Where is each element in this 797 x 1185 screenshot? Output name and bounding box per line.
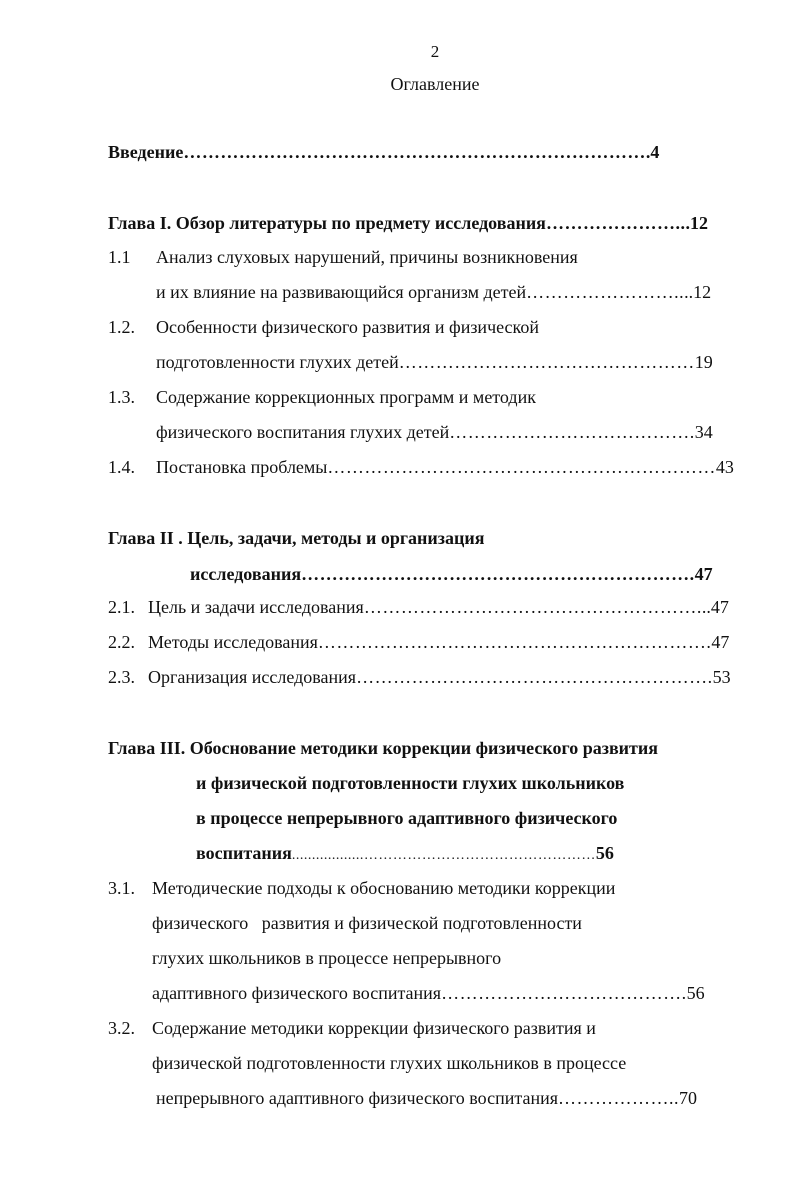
toc-section-1-4[interactable]: [108, 455, 734, 479]
toc-section-2-2[interactable]: [108, 630, 729, 654]
toc-entry-text: Методические подходы к обоснованию методики коррекции: [152, 878, 616, 898]
toc-page-number: ..12: [684, 282, 712, 302]
toc-leader-dots: ………………………………….: [441, 983, 687, 1003]
toc-chapter-3-line-1[interactable]: Глава III. Обоснование методики коррекции физического развития: [108, 738, 658, 758]
page-title: Оглавление: [390, 74, 480, 94]
toc-chapter-2[interactable]: [190, 562, 713, 586]
toc-entry-text: Глава I. Обзор литературы по предмету исследования: [108, 213, 546, 233]
toc-page-number: 47: [694, 564, 713, 584]
toc-chapter-3[interactable]: [196, 841, 614, 868]
toc-leader-dots: …………………………………………: [398, 352, 695, 372]
toc-chapter-2-title[interactable]: Глава II . Цель, задачи, методы и организация: [108, 528, 485, 548]
toc-entry-text: физического развития и физической подготовленности: [152, 913, 582, 933]
toc-entry-line: [156, 1086, 697, 1110]
toc-entry-text: Введение: [108, 142, 184, 162]
toc-section-number: 1.2.: [108, 317, 135, 337]
toc-entry-text: непрерывного адаптивного физического воспитания: [156, 1088, 558, 1108]
toc-entry-text: Организация исследования: [148, 667, 357, 687]
toc-entry-text: физической подготовленности глухих школьников в процессе: [152, 1053, 627, 1073]
toc-leader-dots: ………………………………………………………: [327, 457, 716, 477]
toc-leader-dots: ………………………………….: [449, 422, 695, 442]
toc-section-number: 1.4.: [108, 457, 135, 477]
toc-page-number: 53: [712, 667, 731, 687]
toc-entry-text: подготовленности глухих детей: [156, 352, 399, 372]
toc-entry-line: [156, 280, 711, 304]
toc-page-number: 43: [715, 457, 734, 477]
toc-page-number: 19: [694, 352, 713, 372]
toc-section-number: 3.2.: [108, 1018, 135, 1038]
toc-leader-dots: …………………………………………………………………: [183, 142, 646, 162]
toc-section-number: 2.1.: [108, 597, 135, 617]
toc-entry-text: и их влияние на развивающийся организм детей: [156, 282, 527, 302]
toc-chapter-1[interactable]: [108, 211, 708, 235]
toc-entry-text: физического воспитания глухих детей: [156, 422, 450, 442]
toc-entry-text: глухих школьников в процессе непрерывного: [152, 948, 502, 968]
toc-chapter-3-line-2[interactable]: и физической подготовленности глухих школьников: [196, 773, 625, 793]
toc-section-2-3[interactable]: [108, 665, 731, 689]
toc-page-number: .4: [645, 142, 660, 162]
toc-entry-text: воспитания: [196, 843, 292, 863]
toc-page-number: 56: [686, 983, 705, 1003]
toc-entry-text: адаптивного физического воспитания: [152, 983, 442, 1003]
toc-page-number: 56: [595, 843, 614, 863]
toc-leader-dots: ..................…………………………………………: [291, 848, 596, 863]
page-number: 2: [430, 42, 440, 61]
toc-entry-text: Постановка проблемы: [156, 457, 328, 477]
toc-section-number: 2.3.: [108, 667, 135, 687]
toc-page-number: 70: [679, 1088, 697, 1108]
toc-leader-dots: ………………..: [558, 1088, 679, 1108]
toc-entry-text: Анализ слуховых нарушений, причины возникновения: [156, 247, 578, 267]
toc-entry-text: Цель и задачи исследования: [148, 597, 364, 617]
toc-entry-text: Содержание методики коррекции физического развития и: [152, 1018, 596, 1038]
toc-leader-dots: ……………………..: [526, 282, 685, 302]
toc-section-number: 1.3.: [108, 387, 135, 407]
toc-chapter-3-line-3[interactable]: в процессе непрерывного адаптивного физического: [196, 808, 618, 828]
toc-entry-text: Содержание коррекционных программ и методик: [156, 387, 536, 407]
toc-entry-line: [152, 981, 705, 1005]
toc-page-number: ..47: [701, 597, 729, 617]
toc-section-2-1[interactable]: [108, 595, 729, 619]
toc-entry-text: Особенности физического развития и физической: [156, 317, 540, 337]
toc-leader-dots: ……………………………………………………….: [301, 564, 695, 584]
toc-entry-text: Методы исследования: [148, 632, 318, 652]
toc-entry-text: исследования: [190, 564, 302, 584]
toc-page-number: .12: [685, 213, 708, 233]
toc-leader-dots: ………………………………………………….: [356, 667, 713, 687]
toc-page-number: 47: [711, 632, 730, 652]
toc-leader-dots: ……………………………………………………….: [317, 632, 712, 652]
toc-leader-dots: …………………..: [545, 213, 686, 233]
toc-section-number: 2.2.: [108, 632, 135, 652]
toc-entry-intro[interactable]: [108, 140, 659, 164]
toc-entry-line: [156, 420, 713, 444]
toc-section-number: 3.1.: [108, 878, 135, 898]
toc-leader-dots: ……………………………………………….: [363, 597, 702, 617]
toc-entry-line: [156, 350, 713, 374]
toc-section-number: 1.1: [108, 247, 131, 267]
toc-page-number: 34: [694, 422, 713, 442]
